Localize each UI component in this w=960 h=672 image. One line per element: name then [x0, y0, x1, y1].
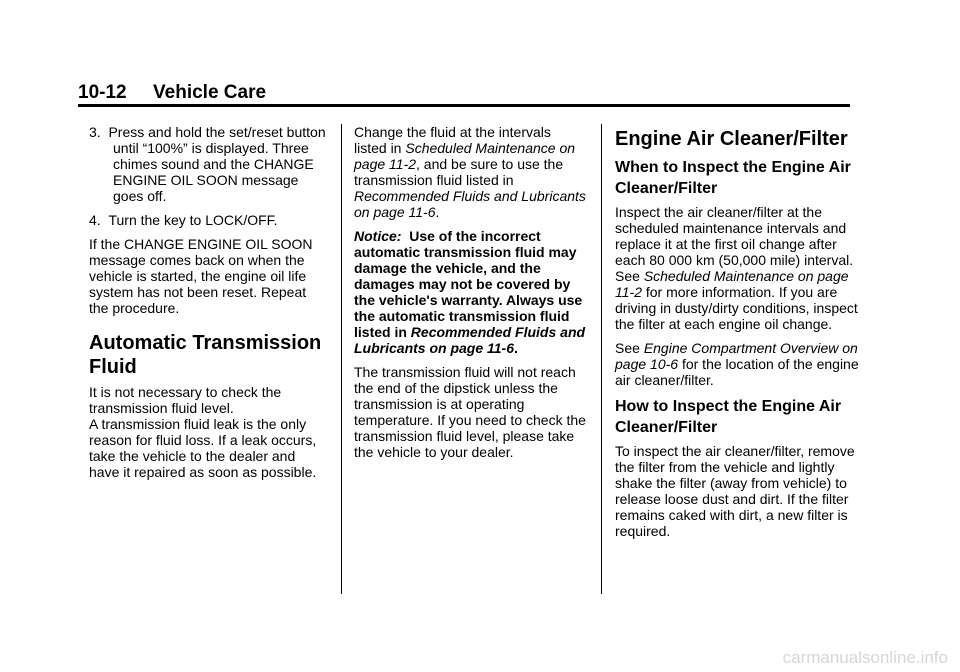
text-run: .	[514, 340, 518, 356]
step-4	[89, 212, 329, 228]
fluid-interval-paragraph	[354, 124, 586, 220]
location-paragraph	[615, 340, 860, 388]
link-scheduled-maintenance-2[interactable]: Scheduled Maintenance on page 11-2	[615, 268, 849, 300]
step-4-number: 4.	[89, 212, 101, 228]
step-3-number: 3.	[89, 124, 101, 140]
step-3	[89, 124, 329, 204]
link-recommended-fluids-notice[interactable]: Recommended Fluids and Lubricants on page 11-6	[354, 324, 586, 356]
text-run: for the location of the engine air cleaner/filter.	[615, 356, 859, 388]
column-divider-1	[341, 124, 342, 594]
text-run: Change the fluid at the intervals listed in	[354, 124, 551, 156]
page-header	[78, 82, 266, 104]
text-run: Inspect the air cleaner/filter at the scheduled maintenance intervals and replace it at the first oil change after each 80 000 km (50,000 mile) interval. See	[615, 204, 854, 284]
link-recommended-fluids[interactable]: Recommended Fluids and Lubricants on page 11-6	[354, 188, 586, 220]
notice-paragraph	[354, 228, 586, 356]
page-number: 10-12	[78, 82, 127, 103]
column-1	[89, 124, 329, 488]
link-scheduled-maintenance[interactable]: Scheduled Maintenance on page 11-2	[354, 140, 576, 172]
dipstick-paragraph: The transmission fluid will not reach the end of the dipstick unless the transmission is at operating temperature. If you need to check the transmission fluid level, please take the vehicle to your dealer.	[354, 364, 586, 460]
text-run: for more information. If you are driving in dusty/dirty conditions, inspect the filter at each engine oil change.	[615, 284, 858, 332]
heading-how-to-inspect: How to Inspect the Engine Air Cleaner/Filter	[615, 398, 842, 436]
section-title: Vehicle Care	[153, 82, 267, 103]
inspect-interval-paragraph	[615, 204, 860, 332]
text-run: .	[435, 204, 440, 220]
column-3	[615, 124, 860, 547]
watermark: carmanualsonline.info	[782, 648, 948, 667]
reset-note-paragraph: If the CHANGE ENGINE OIL SOON message comes back on when the vehicle is started, the engine oil life system has not been reset. Repeat the procedure.	[89, 236, 313, 316]
text-run: See	[615, 340, 644, 356]
heading-automatic-transmission-fluid: Automatic Transmission Fluid	[89, 332, 322, 378]
link-engine-compartment[interactable]: Engine Compartment Overview on page 10-6	[615, 340, 858, 372]
column-2	[354, 124, 586, 468]
text-run: , and be sure to use the transmission fluid listed in	[354, 156, 564, 188]
step-4-text: Turn the key to LOCK/OFF.	[108, 212, 278, 228]
fluid-leak-paragraph: A transmission fluid leak is the only reason for fluid loss. If a leak occurs, take the vehicle to the dealer and have it repaired as soon as possible.	[89, 416, 317, 480]
step-3-text: Press and hold the set/reset button until “100%” is displayed. Three chimes sound and the CHANGE ENGINE OIL SOON message goes off.	[108, 124, 326, 204]
inspect-procedure-paragraph: To inspect the air cleaner/filter, remove the filter from the vehicle and lightly shake the filter (away from vehicle) to release loose dust and dirt. If the filter remains caked with dirt, a new filter is required.	[615, 443, 855, 539]
heading-engine-air-cleaner: Engine Air Cleaner/Filter	[615, 128, 848, 150]
notice-text: Use of the incorrect automatic transmission fluid may damage the vehicle, and the damages may not be covered by the vehicle's warranty. Always use the automatic transmission fluid listed in	[354, 228, 583, 340]
fluid-level-paragraph: It is not necessary to check the transmission fluid level.	[89, 384, 282, 416]
notice-label: Notice:	[354, 228, 402, 244]
heading-when-to-inspect: When to Inspect the Engine Air Cleaner/Filter	[615, 159, 851, 197]
header-rule	[78, 104, 850, 107]
column-divider-2	[601, 124, 602, 594]
